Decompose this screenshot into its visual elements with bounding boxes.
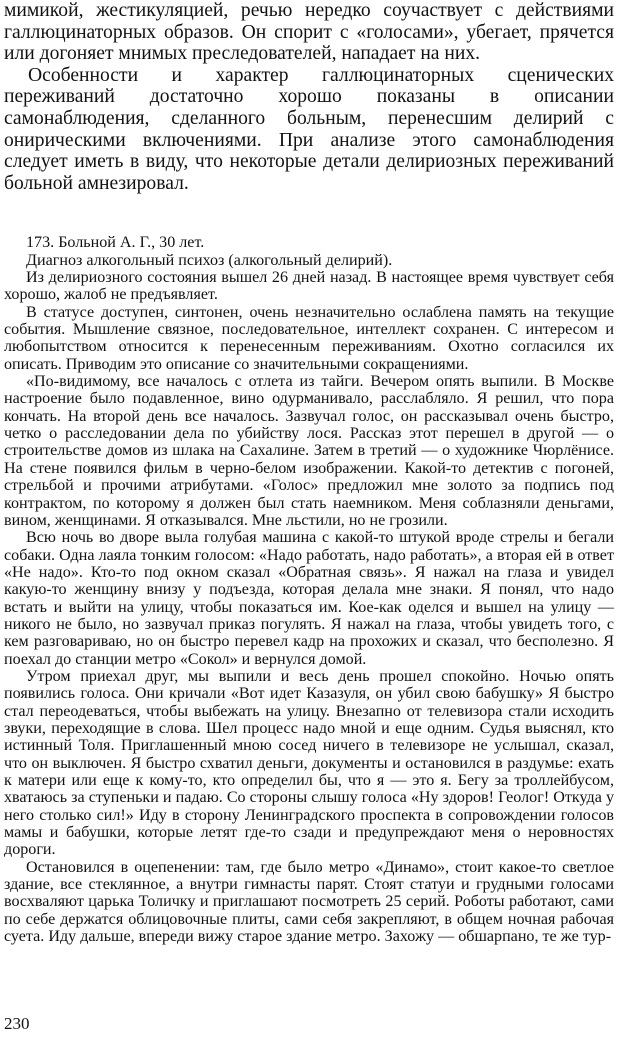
case-paragraph: В статусе доступен, синтонен, очень незначительно ослаблена память на текущие события. Мышление связное, последовательное, интеллект сохранен. С интересом и любопытством относится к перенесенным переживаниям. Охотно согласился их описать. Приводим это описание со значительными сокращениями. xyxy=(4,303,614,373)
intro-paragraph-1: мимикой, жестикуляцией, речью нередко соучаствует с действиями галлюцинаторных образов. Он спорит с «голосами», убегает, прячется или догоняет мнимых преследователей, нападает на них. xyxy=(4,0,614,65)
case-paragraph: Остановился в оцепенении: там, где было метро «Динамо», стоит какое-то светлое здание, все стеклянное, а внутри гимнасты парят. Стоят статуи и грудными голосами восхваляют царька Толичку и приглашают посмотреть 25 серий. Роботы работают, сами по себе держатся облицовочные плиты, сами себя закрепляют, в общем ночная рабочая суета. Иду дальше, впереди вижу старое здание метро. Захожу — обшарпано, те же тур- xyxy=(4,858,614,946)
case-paragraph: «По-видимому, все началось с отлета из тайги. Вечером опять выпили. В Москве настроение было подавленное, вино одурманивало, расслабляло. Я решил, что пора кончать. На второй день все началось. Зазвучал голос, он рассказывал очень быстро, четко о расследовании дела по убийству лося. Рассказ этот перешел в другой — о строительстве домов из шлака на Сахалине. Затем в третий — о художнике Чюрлёнисе. На стене появился фильм в черно-белом изображении. Какой-то детектив с погоней, стрельбой и прочими атрибутами. «Голос» предложил мне золото за подпись под контрактом, по которому я должен был стать наемником. Меня соблазняли деньгами, вином, женщинами. Я отказывался. Мне льстили, но не грозили. xyxy=(4,373,614,529)
case-diagnosis: Диагноз алкогольный психоз (алкогольный делирий). xyxy=(26,251,393,269)
case-paragraph: Всю ночь во дворе выла голубая машина с какой-то штукой вроде стрелы и бегали собаки. Одна лаяла тонким голосом: «Надо работать, надо работать», а вторая ей в ответ «Не надо». Кто-то под окном сказал «Обратная связь». Я нажал на глаза и увидел какую-то женщину внизу у подъезда, которая делала мне знаки. Я понял, что надо встать и выйти на улицу, чтобы показаться им. Кое-как оделся и вышел на улицу — никого не было, но зазвучал приказ погулять. Я нажал на глаза, чтобы увидеть того, с кем разговариваю, но он быстро перевел кадр на прохожих и сказал, что бесполезно. Я поехал до станции метро «Сокол» и вернулся домой. xyxy=(4,529,614,668)
case-paragraph: Утром приехал друг, мы выпили и весь день прошел спокойно. Ночью опять появились голоса. Они кричали «Вот идет Казазуля, он убил свою бабушку» Я быстро стал переодеваться, чтобы выбежать на улицу. Внезапно от телевизора стали исходить звуки, переходящие в слова. Шел процесс надо мной и еще одним. Судья выяснял, кто истинный Толя. Приглашенный мною сосед ничего в телевизоре не услышал, сказал, что он выключен. Я быстро схватил деньги, документы и остановился в раздумье: ехать к матери или еще к кому-то, кто определил бы, что я — это я. Бегу за троллейбусом, хватаюсь за ступеньки и падаю. Со стороны слышу голоса «Ну здоров! Геолог! Откуда у него столько сил!» Иду в сторону Ленинградского проспекта в сопровождении голосов мамы и бабушки, которые летят где-то сзади и предупреждают меня о неровностях дороги. xyxy=(4,667,614,859)
intro-paragraph-2: Особенности и характер галлюцинаторных сценических переживаний достаточно хорошо показаны в описании самонаблюдения, сделанного больным, перенесшим делирий с онирическими включениями. При анализе этого самонаблюдения следует иметь в виду, что некоторые детали делириозных переживаний больной амнезировал. xyxy=(4,64,614,194)
intro-section xyxy=(4,0,614,194)
case-heading: 173. Больной А. Г., 30 лет. xyxy=(26,234,205,252)
case-paragraph: Из делириозного состояния вышел 26 дней назад. В настоящее время чувствует себя хорошо, жалоб не предъявляет. xyxy=(4,269,614,304)
page-number: 230 xyxy=(4,1014,30,1033)
case-study-section xyxy=(4,234,614,945)
